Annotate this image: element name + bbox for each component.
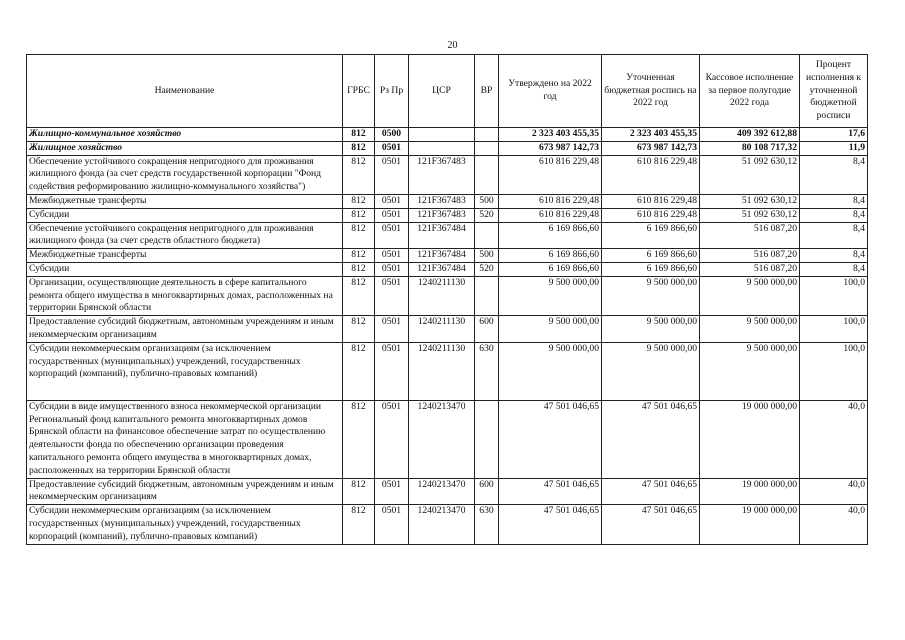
cell-refined: 2 323 403 455,35 (602, 128, 700, 142)
cell-approved: 47 501 046,65 (499, 400, 602, 478)
cell-name: Жилищно-коммунальное хозяйство (27, 128, 343, 142)
header-cash: Кассовое исполнение за первое полугодие 2022 года (700, 55, 800, 128)
cell-grbs: 812 (343, 194, 375, 208)
cell-grbs: 812 (343, 262, 375, 276)
cell-grbs: 812 (343, 276, 375, 315)
cell-vr (475, 222, 499, 249)
cell-percent: 40,0 (800, 478, 868, 505)
cell-grbs: 812 (343, 478, 375, 505)
cell-vr (475, 400, 499, 478)
header-name: Наименование (27, 55, 343, 128)
cell-cash: 19 000 000,00 (700, 478, 800, 505)
table-row (27, 222, 868, 249)
cell-csr (409, 128, 475, 142)
table-row (27, 262, 868, 276)
table-row (27, 155, 868, 194)
cell-refined: 9 500 000,00 (602, 316, 700, 343)
cell-vr: 600 (475, 478, 499, 505)
table-row (27, 194, 868, 208)
cell-cash: 516 087,20 (700, 222, 800, 249)
cell-cash: 80 108 717,32 (700, 141, 800, 155)
cell-vr (475, 276, 499, 315)
table-row (27, 249, 868, 263)
cell-approved: 610 816 229,48 (499, 208, 602, 222)
table-row (27, 505, 868, 544)
cell-approved: 6 169 866,60 (499, 222, 602, 249)
header-rzpr: Рз Пр (375, 55, 409, 128)
cell-rzpr: 0501 (375, 342, 409, 400)
cell-vr: 520 (475, 262, 499, 276)
cell-vr: 630 (475, 505, 499, 544)
cell-grbs: 812 (343, 505, 375, 544)
cell-percent: 8,4 (800, 262, 868, 276)
cell-rzpr: 0501 (375, 400, 409, 478)
cell-percent: 17,6 (800, 128, 868, 142)
cell-vr: 520 (475, 208, 499, 222)
cell-percent: 100,0 (800, 342, 868, 400)
cell-percent: 11,9 (800, 141, 868, 155)
cell-rzpr: 0501 (375, 262, 409, 276)
cell-csr: 121F367484 (409, 222, 475, 249)
cell-approved: 2 323 403 455,35 (499, 128, 602, 142)
cell-rzpr: 0501 (375, 141, 409, 155)
table-row (27, 478, 868, 505)
header-refined: Уточненная бюджетная роспись на 2022 год (602, 55, 700, 128)
table-row (27, 208, 868, 222)
table-row (27, 128, 868, 142)
cell-cash: 51 092 630,12 (700, 194, 800, 208)
cell-grbs: 812 (343, 155, 375, 194)
cell-csr (409, 141, 475, 155)
cell-rzpr: 0501 (375, 249, 409, 263)
header-grbs: ГРБС (343, 55, 375, 128)
cell-cash: 9 500 000,00 (700, 316, 800, 343)
cell-rzpr: 0501 (375, 505, 409, 544)
header-approved: Утверждено на 2022 год (499, 55, 602, 128)
cell-name: Субсидии (27, 262, 343, 276)
cell-name: Жилищное хозяйство (27, 141, 343, 155)
cell-grbs: 812 (343, 222, 375, 249)
header-csr: ЦСР (409, 55, 475, 128)
cell-rzpr: 0501 (375, 276, 409, 315)
header-percent: Процент исполнения к уточненной бюджетной росписи (800, 55, 868, 128)
cell-csr: 121F367483 (409, 208, 475, 222)
cell-name: Обеспечение устойчивого сокращения непригодного для проживания жилищного фонда (за счет средств государственной корпорации "Фонд содействия реформированию жилищно-коммунального хозяйства") (27, 155, 343, 194)
cell-grbs: 812 (343, 316, 375, 343)
cell-approved: 610 816 229,48 (499, 194, 602, 208)
cell-csr: 1240211130 (409, 342, 475, 400)
cell-csr: 1240211130 (409, 316, 475, 343)
table-row (27, 342, 868, 400)
cell-vr: 630 (475, 342, 499, 400)
cell-refined: 610 816 229,48 (602, 155, 700, 194)
cell-refined: 610 816 229,48 (602, 208, 700, 222)
cell-cash: 51 092 630,12 (700, 155, 800, 194)
cell-csr: 1240211130 (409, 276, 475, 315)
table-row (27, 400, 868, 478)
header-vr: ВР (475, 55, 499, 128)
cell-refined: 47 501 046,65 (602, 505, 700, 544)
table-row (27, 141, 868, 155)
cell-vr (475, 128, 499, 142)
cell-rzpr: 0501 (375, 155, 409, 194)
cell-name: Межбюджетные трансферты (27, 194, 343, 208)
cell-grbs: 812 (343, 128, 375, 142)
cell-refined: 673 987 142,73 (602, 141, 700, 155)
cell-cash: 19 000 000,00 (700, 505, 800, 544)
cell-refined: 47 501 046,65 (602, 400, 700, 478)
cell-rzpr: 0501 (375, 316, 409, 343)
cell-name: Предоставление субсидий бюджетным, автономным учреждениям и иным некоммерческим организациям (27, 316, 343, 343)
cell-grbs: 812 (343, 208, 375, 222)
cell-approved: 9 500 000,00 (499, 316, 602, 343)
cell-vr (475, 155, 499, 194)
cell-grbs: 812 (343, 249, 375, 263)
cell-approved: 6 169 866,60 (499, 249, 602, 263)
cell-rzpr: 0501 (375, 208, 409, 222)
cell-name: Межбюджетные трансферты (27, 249, 343, 263)
cell-refined: 6 169 866,60 (602, 222, 700, 249)
table-body (27, 128, 868, 545)
cell-cash: 409 392 612,88 (700, 128, 800, 142)
cell-csr: 121F367484 (409, 249, 475, 263)
cell-name: Субсидии некоммерческим организациям (за исключением государственных (муниципальных) учреждений, государственных корпораций (компаний), публично-правовых компаний) (27, 505, 343, 544)
cell-approved: 9 500 000,00 (499, 276, 602, 315)
cell-percent: 8,4 (800, 194, 868, 208)
cell-rzpr: 0500 (375, 128, 409, 142)
cell-approved: 47 501 046,65 (499, 505, 602, 544)
cell-refined: 6 169 866,60 (602, 262, 700, 276)
cell-vr: 600 (475, 316, 499, 343)
cell-percent: 8,4 (800, 249, 868, 263)
cell-vr: 500 (475, 249, 499, 263)
cell-name: Субсидии в виде имущественного взноса некоммерческой организации Региональный фонд капитального ремонта многоквартирных домов Брянской области на финансовое обеспечение затрат по осуществлению деятельности фонда по обеспечению организации проведения капитального ремонта общего имущества в многоквартирных домах, расположенных на территории Брянской области (27, 400, 343, 478)
cell-vr: 500 (475, 194, 499, 208)
budget-table (26, 54, 868, 545)
cell-approved: 610 816 229,48 (499, 155, 602, 194)
cell-percent: 40,0 (800, 505, 868, 544)
cell-rzpr: 0501 (375, 222, 409, 249)
cell-percent: 40,0 (800, 400, 868, 478)
cell-name: Организации, осуществляющие деятельность в сфере капитального ремонта общего имущества в многоквартирных домах, расположенных на территории Брянской области (27, 276, 343, 315)
cell-cash: 9 500 000,00 (700, 276, 800, 315)
cell-refined: 610 816 229,48 (602, 194, 700, 208)
cell-csr: 121F367483 (409, 194, 475, 208)
cell-refined: 9 500 000,00 (602, 342, 700, 400)
cell-name: Обеспечение устойчивого сокращения непригодного для проживания жилищного фонда (за счет средств областного бюджета) (27, 222, 343, 249)
cell-name: Предоставление субсидий бюджетным, автономным учреждениям и иным некоммерческим организациям (27, 478, 343, 505)
cell-grbs: 812 (343, 400, 375, 478)
table-row (27, 316, 868, 343)
cell-approved: 673 987 142,73 (499, 141, 602, 155)
cell-csr: 121F367484 (409, 262, 475, 276)
cell-refined: 9 500 000,00 (602, 276, 700, 315)
cell-csr: 1240213470 (409, 478, 475, 505)
cell-refined: 47 501 046,65 (602, 478, 700, 505)
cell-grbs: 812 (343, 342, 375, 400)
cell-name: Субсидии некоммерческим организациям (за исключением государственных (муниципальных) учреждений, государственных корпораций (компаний), публично-правовых компаний) (27, 342, 343, 400)
table-row (27, 276, 868, 315)
cell-percent: 8,4 (800, 208, 868, 222)
header-row (27, 55, 868, 128)
cell-approved: 47 501 046,65 (499, 478, 602, 505)
cell-approved: 6 169 866,60 (499, 262, 602, 276)
cell-csr: 1240213470 (409, 400, 475, 478)
cell-cash: 19 000 000,00 (700, 400, 800, 478)
cell-rzpr: 0501 (375, 194, 409, 208)
cell-grbs: 812 (343, 141, 375, 155)
cell-refined: 6 169 866,60 (602, 249, 700, 263)
cell-name: Субсидии (27, 208, 343, 222)
cell-vr (475, 141, 499, 155)
page-number: 20 (447, 40, 458, 51)
cell-csr: 121F367483 (409, 155, 475, 194)
cell-cash: 51 092 630,12 (700, 208, 800, 222)
cell-cash: 516 087,20 (700, 249, 800, 263)
cell-percent: 8,4 (800, 222, 868, 249)
cell-rzpr: 0501 (375, 478, 409, 505)
cell-percent: 100,0 (800, 276, 868, 315)
cell-percent: 100,0 (800, 316, 868, 343)
cell-cash: 9 500 000,00 (700, 342, 800, 400)
cell-csr: 1240213470 (409, 505, 475, 544)
cell-percent: 8,4 (800, 155, 868, 194)
cell-approved: 9 500 000,00 (499, 342, 602, 400)
cell-cash: 516 087,20 (700, 262, 800, 276)
